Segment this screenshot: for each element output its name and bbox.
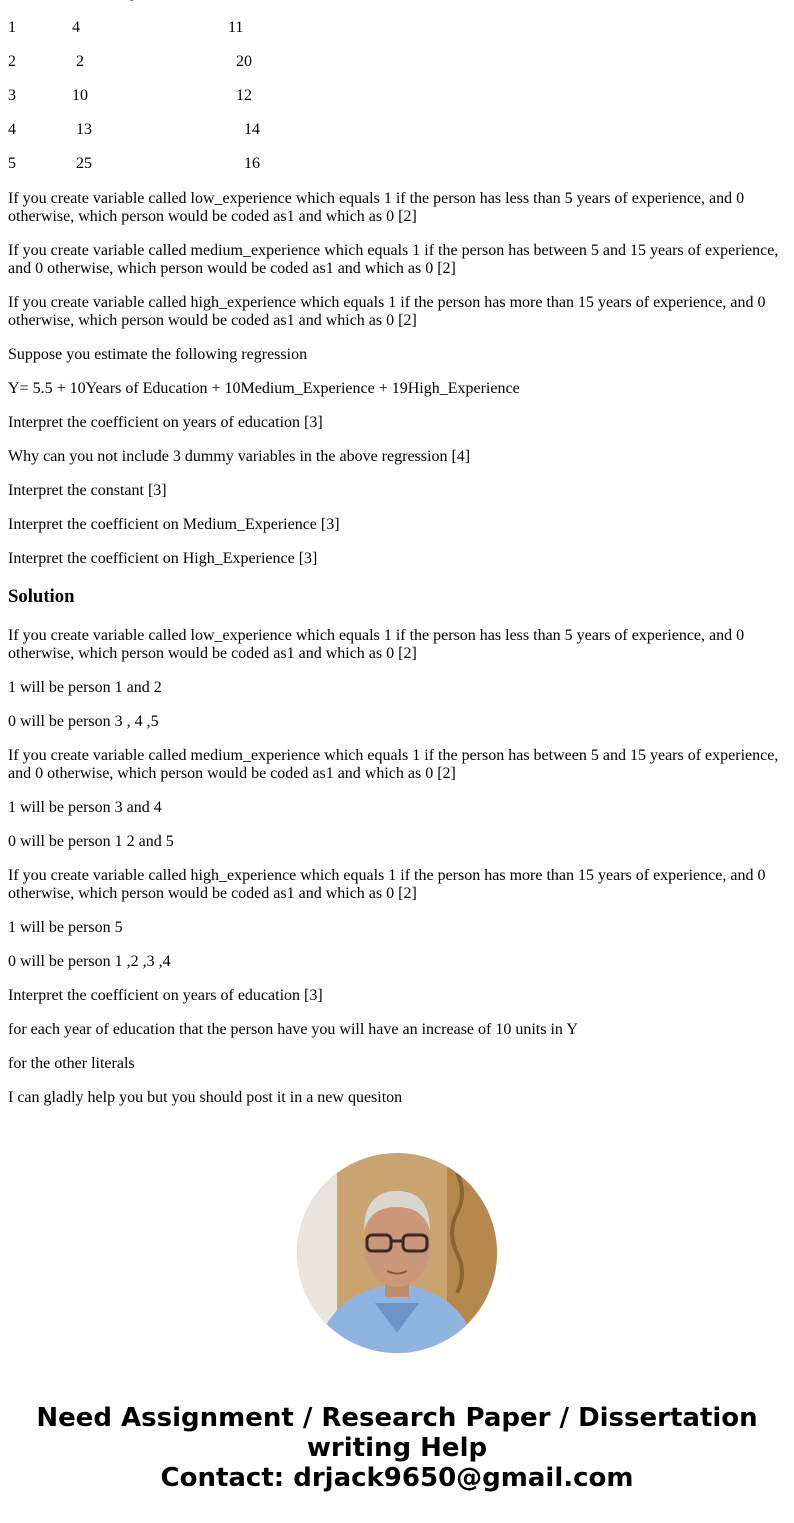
cell-experience: 10: [72, 87, 88, 104]
table-row: [8, 53, 786, 71]
solution-medium-zeros: 0 will be person 1 2 and 5: [8, 833, 174, 850]
portrait-image: [297, 1153, 497, 1353]
table-header-cut: [8, 0, 786, 2]
cell-person: 3: [8, 87, 16, 104]
regression-equation: Y= 5.5 + 10Years of Education + 10Medium_Experience + 19High_Experience: [8, 380, 520, 397]
question-medium-experience: If you create variable called medium_experience which equals 1 if the person has between 5 and 15 years of experience, and 0 otherwise, which person would be coded as1 and which as 0 [2]: [8, 242, 779, 277]
question-high-experience: If you create variable called high_experience which equals 1 if the person has more than 15 years of experience, and 0 otherwise, which person would be coded as1 and which as 0 [2]: [8, 294, 766, 329]
cell-person: 4: [8, 121, 16, 138]
table-row: [8, 121, 786, 139]
table-row: [8, 19, 786, 37]
cell-education: 11: [228, 19, 244, 36]
avatar: [297, 1153, 497, 1353]
solution-high-zeros: 0 will be person 1 ,2 ,3 ,4: [8, 953, 171, 970]
cell-person: 2: [8, 53, 16, 70]
solution-low-ones: 1 will be person 1 and 2: [8, 679, 162, 696]
solution-education-answer: for each year of education that the person have you will have an increase of 10 units in Y: [8, 1021, 578, 1038]
question-high-coef: Interpret the coefficient on High_Experience [3]: [8, 550, 318, 567]
footer-line-1: Need Assignment / Research Paper / Dissertation: [36, 1403, 758, 1433]
cell-person: 1: [8, 19, 16, 36]
cell-experience: 13: [76, 121, 92, 138]
table-row: [8, 155, 786, 173]
question-dummy-trap: Why can you not include 3 dummy variables in the above regression [4]: [8, 448, 471, 465]
solution-medium-ones: 1 will be person 3 and 4: [8, 799, 162, 816]
solution-high-question: If you create variable called high_experience which equals 1 if the person has more than 15 years of experience, and 0 otherwise, which person would be coded as1 and which as 0 [2]: [8, 867, 766, 902]
regression-intro: Suppose you estimate the following regression: [8, 346, 308, 363]
data-table: [8, 19, 786, 173]
question-constant: Interpret the constant [3]: [8, 482, 167, 499]
question-education-coef: Interpret the coefficient on years of education [3]: [8, 414, 323, 431]
solution-medium-question: If you create variable called medium_experience which equals 1 if the person has between 5 and 15 years of experience, and 0 otherwise, which person would be coded as1 and which as 0 [2]: [8, 747, 779, 782]
cell-experience: 2: [76, 53, 84, 70]
solution-heading: Solution: [8, 586, 75, 607]
cell-education: 14: [244, 121, 260, 138]
question-low-experience: If you create variable called low_experience which equals 1 if the person has less than 5 years of experience, and 0 otherwise, which person would be coded as1 and which as 0 [2]: [8, 190, 745, 225]
contact-footer: [0, 1403, 794, 1493]
cell-education: 16: [244, 155, 260, 172]
solution-low-zeros: 0 will be person 3 , 4 ,5: [8, 713, 159, 730]
footer-line-2: writing Help: [306, 1433, 488, 1463]
question-medium-coef: Interpret the coefficient on Medium_Experience [3]: [8, 516, 340, 533]
footer-contact-email: Contact: drjack9650@gmail.com: [160, 1463, 634, 1493]
solution-closing-note: I can gladly help you but you should post it in a new quesiton: [8, 1089, 403, 1106]
solution-low-question: If you create variable called low_experience which equals 1 if the person has less than 5 years of experience, and 0 otherwise, which person would be coded as1 and which as 0 [2]: [8, 627, 745, 662]
solution-high-ones: 1 will be person 5: [8, 919, 123, 936]
cell-experience: 25: [76, 155, 92, 172]
cell-experience: 4: [72, 19, 80, 36]
cell-education: 12: [236, 87, 252, 104]
solution-other-literals: for the other literals: [8, 1055, 135, 1072]
cell-education: 20: [236, 53, 252, 70]
table-row: [8, 87, 786, 105]
solution-education-question: Interpret the coefficient on years of education [3]: [8, 987, 323, 1004]
cell-person: 5: [8, 155, 16, 172]
